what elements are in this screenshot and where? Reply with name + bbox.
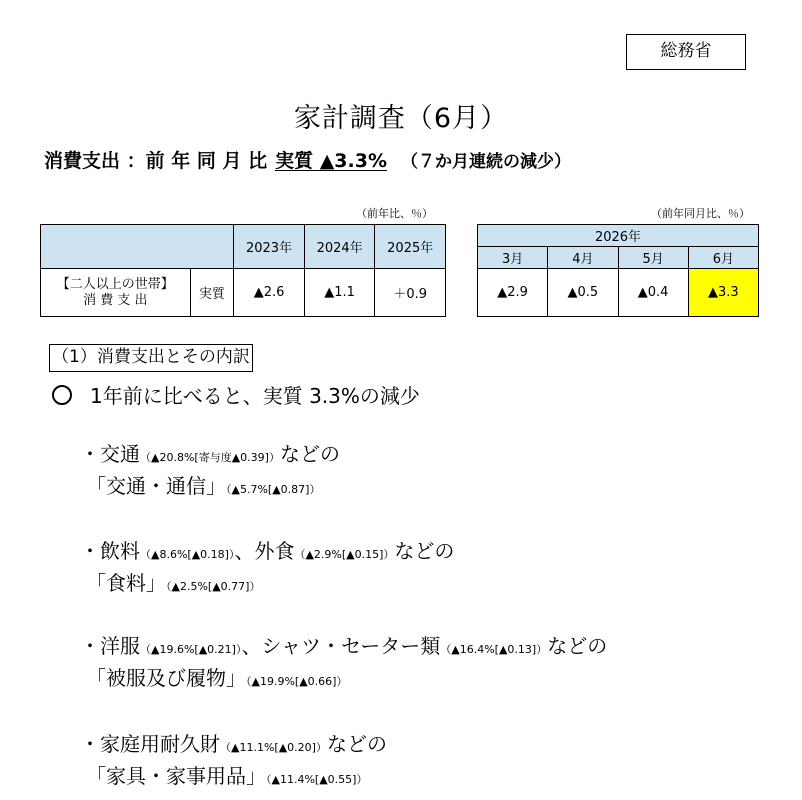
item-text: などの: [279, 442, 340, 466]
annual-value: ▲2.6: [234, 269, 305, 317]
annual-table: [40, 224, 446, 317]
item-figure: （▲19.9%[▲0.66]）: [246, 675, 348, 688]
item-text: ・飲料: [80, 539, 140, 563]
headline-paren: （７か月連続の減少）: [401, 152, 572, 172]
item-line1: [80, 440, 340, 472]
item-line2: [80, 472, 340, 504]
ministry-badge: 総務省: [626, 34, 746, 70]
headline-real: 実質 ▲3.3%: [275, 150, 388, 172]
item-line2: [80, 569, 454, 601]
item-figure: （▲5.7%[▲0.87]）: [226, 483, 321, 496]
headline: [44, 146, 571, 173]
item-figure: （▲2.5%[▲0.77]）: [166, 580, 261, 593]
item-category: 「家具・家事用品」: [86, 764, 266, 788]
monthly-col-header: 4月: [548, 247, 618, 269]
item-figure: （▲20.8%[寄与度▲0.39]）: [140, 451, 280, 464]
annual-value: ＋0.9: [375, 269, 446, 317]
summary-text: 1年前に比べると、実質 3.3%の減少: [90, 384, 420, 408]
item-category: 「交通・通信」: [86, 474, 226, 498]
item-text: 、外食: [234, 539, 295, 563]
item-figure: （▲8.6%[▲0.18]）: [140, 548, 235, 561]
item-figure: （▲11.1%[▲0.20]）: [220, 741, 327, 754]
item-category: 「食料」: [86, 571, 166, 595]
item-line2: [80, 664, 607, 696]
item-text: ・洋服: [80, 634, 140, 658]
item-text: ・交通: [80, 442, 140, 466]
item-figure: （▲2.9%[▲0.15]）: [294, 548, 395, 561]
item-text: ・家庭用耐久財: [80, 732, 220, 756]
monthly-value: ▲0.4: [618, 269, 688, 317]
breakdown-item: [80, 440, 340, 504]
item-figure: （▲19.6%[▲0.21]）: [140, 643, 242, 656]
annual-col-header: 2023年: [234, 225, 305, 269]
item-line1: [80, 730, 387, 762]
row-label-line1: 【二人以上の世帯】: [56, 276, 174, 292]
section-title: （1）消費支出とその内訳: [49, 344, 253, 372]
annual-table-corner: [41, 225, 234, 269]
monthly-value: ▲0.5: [548, 269, 618, 317]
monthly-col-header: 5月: [618, 247, 688, 269]
annual-row-label: [41, 269, 191, 317]
page-title: 家計調査（6月）: [293, 103, 509, 134]
annual-value: ▲1.1: [304, 269, 375, 317]
monthly-table-unit: （前年同月比、％）: [651, 207, 750, 220]
monthly-table: [477, 224, 759, 317]
item-category: 「被服及び履物」: [86, 666, 246, 690]
item-line1: [80, 632, 607, 664]
monthly-col-header: 6月: [688, 247, 758, 269]
summary-bullet: [52, 380, 420, 409]
item-text: 、シャツ・セーター類: [241, 634, 441, 658]
item-figure: （▲11.4%[▲0.55]）: [266, 773, 368, 786]
item-text: などの: [547, 634, 608, 658]
annual-table-unit: （前年比、％）: [356, 207, 433, 220]
breakdown-item: [80, 537, 454, 601]
monthly-year-header: 2026年: [478, 225, 759, 247]
annual-col-header: 2025年: [375, 225, 446, 269]
item-figure: （▲16.4%[▲0.13]）: [440, 643, 548, 656]
annual-col-header: 2024年: [304, 225, 375, 269]
item-line2: [80, 762, 387, 794]
item-text: などの: [326, 732, 387, 756]
annual-row-sublabel: 実質: [190, 269, 234, 317]
monthly-value: ▲2.9: [478, 269, 548, 317]
monthly-col-header: 3月: [478, 247, 548, 269]
breakdown-item: [80, 730, 387, 794]
row-label-line2: 消 費 支 出: [83, 292, 148, 308]
breakdown-item: [80, 632, 607, 696]
item-line1: [80, 537, 454, 569]
headline-lead: 消費支出 ：前 年 同 月 比: [44, 150, 268, 172]
monthly-value-highlight: ▲3.3: [688, 269, 758, 317]
item-text: などの: [394, 539, 455, 563]
circle-bullet-icon: [52, 385, 72, 405]
